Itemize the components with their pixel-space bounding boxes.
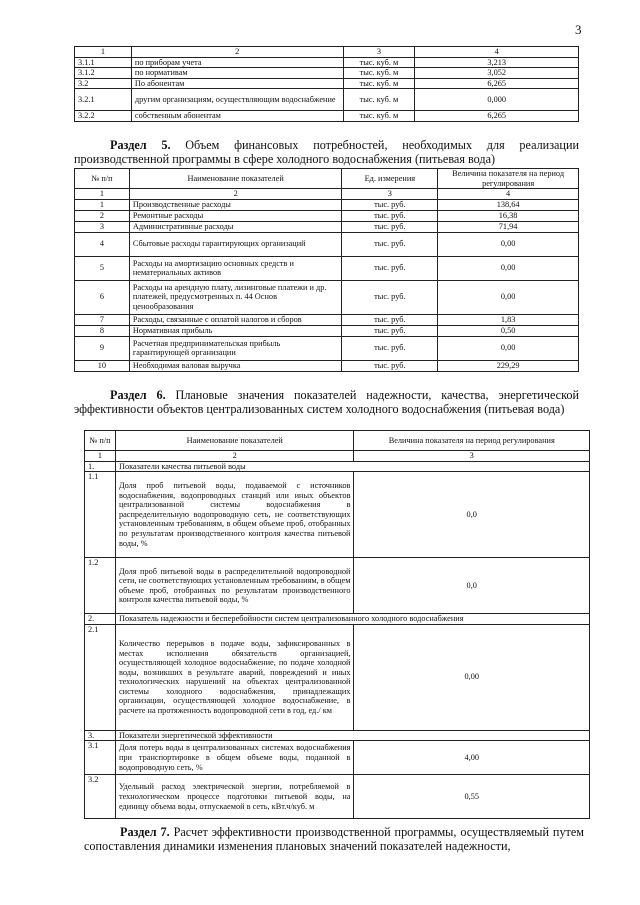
cell-value: 0,00 [438, 256, 579, 280]
section5-label: Раздел 5. [110, 138, 171, 152]
number-cell: 1 [75, 189, 130, 200]
cell-num: 2. [85, 614, 116, 625]
cell-value: 4,00 [354, 741, 590, 775]
cell-value: 0,0 [354, 472, 590, 558]
cell-unit: тыс. руб. [342, 336, 438, 360]
section5-heading [74, 138, 579, 166]
cell-name: Необходимая валовая выручка [129, 360, 342, 371]
section7-title: Расчет эффективности производственной программы, осуществляемый путем сопоставления динамики изменения плановых значений показателей надежности, [84, 825, 584, 853]
table-row [85, 558, 590, 614]
section7-label: Раздел 7. [120, 825, 170, 839]
cell-value: 229,29 [438, 360, 579, 371]
cell-unit: тыс. куб. м [343, 78, 415, 89]
cell-num: 4 [75, 232, 130, 256]
table-row [85, 624, 590, 730]
cell-name: Нормативная прибыль [129, 325, 342, 336]
cell-num: 3 [75, 221, 130, 232]
cell-group-name: Показатели энергетической эффективности [115, 730, 589, 741]
cell-name: Расходы на амортизацию основных средств и нематериальных активов [129, 256, 342, 280]
number-cell: 1 [85, 451, 116, 462]
table-header-row [75, 169, 579, 189]
cell-unit: тыс. руб. [342, 360, 438, 371]
cell-num: 5 [75, 256, 130, 280]
cell-name: по приборам учета [131, 57, 343, 68]
table-row [85, 472, 590, 558]
table-row [75, 57, 579, 68]
table-indicators [84, 430, 590, 819]
section6-label: Раздел 6. [110, 388, 166, 402]
table-row [75, 256, 579, 280]
table-volumes [74, 46, 579, 122]
table-header-row [85, 431, 590, 451]
table-row [75, 210, 579, 221]
header-cell: 1 [75, 47, 132, 58]
cell-num: 3.2.1 [75, 89, 132, 111]
cell-num: 3.2 [85, 775, 116, 819]
cell-unit: тыс. руб. [342, 199, 438, 210]
cell-unit: тыс. куб. м [343, 89, 415, 111]
cell-value: 0,00 [438, 336, 579, 360]
group-row [85, 461, 590, 472]
table-row [75, 325, 579, 336]
cell-name: Ремонтные расходы [129, 210, 342, 221]
cell-unit: тыс. руб. [342, 325, 438, 336]
cell-value: 6,265 [415, 78, 579, 89]
page-number: 3 [575, 22, 582, 37]
cell-num: 3.1.2 [75, 68, 132, 79]
header-cell: № п/п [85, 431, 116, 451]
table-financial-needs [74, 168, 579, 372]
cell-name: Производственные расходы [129, 199, 342, 210]
cell-unit: тыс. куб. м [343, 57, 415, 68]
header-cell: 2 [131, 47, 343, 58]
section5-title: Объем финансовых потребностей, необходимых для реализации производственной программы в сфере холодного водоснабжения (питьевая вода) [74, 138, 579, 166]
cell-value: 0,50 [438, 325, 579, 336]
cell-num: 3.2 [75, 78, 132, 89]
table-header-row [75, 47, 579, 58]
table-row [75, 232, 579, 256]
cell-name: собственным абонентам [131, 111, 343, 122]
table-row [75, 89, 579, 111]
number-cell: 3 [354, 451, 590, 462]
cell-name: Доля потерь воды в централизованных системах водоснабжения при транспортировке в общем объеме воды, поданной в водопроводную сеть, % [115, 741, 354, 775]
cell-unit: тыс. куб. м [343, 111, 415, 122]
cell-num: 2.1 [85, 624, 116, 730]
header-cell: Величина показателя на период регулирования [354, 431, 590, 451]
cell-unit: тыс. руб. [342, 221, 438, 232]
cell-name: Доля проб питьевой воды, подаваемой с источников водоснабжения, водопроводных станций или иных объектов централизованной системы водоснабжения в распределительную водопроводную сеть, не соответствующих установленным требованиям, в общем объеме проб, отобранных по результатам производственного контроля качества питьевой воды, % [115, 472, 354, 558]
cell-num: 10 [75, 360, 130, 371]
cell-num: 1.2 [85, 558, 116, 614]
table-row [75, 336, 579, 360]
cell-name: Административные расходы [129, 221, 342, 232]
cell-unit: тыс. руб. [342, 280, 438, 314]
cell-num: 8 [75, 325, 130, 336]
cell-value: 138,64 [438, 199, 579, 210]
table-row [85, 775, 590, 819]
section6-heading [74, 388, 579, 416]
number-cell: 3 [342, 189, 438, 200]
cell-value: 0,00 [354, 624, 590, 730]
header-cell: Наименование показателей [129, 169, 342, 189]
cell-value: 3,052 [415, 68, 579, 79]
cell-unit: тыс. руб. [342, 210, 438, 221]
table-row [75, 68, 579, 79]
cell-num: 1 [75, 199, 130, 210]
cell-value: 0,0 [354, 558, 590, 614]
header-cell: Величина показателя на период регулирования [438, 169, 579, 189]
cell-value: 3,213 [415, 57, 579, 68]
cell-group-name: Показатель надежности и бесперебойности систем централизованного холодного водоснабжения [115, 614, 589, 625]
cell-num: 2 [75, 210, 130, 221]
group-row [85, 730, 590, 741]
cell-name: Расходы на арендную плату, лизинговые платежи и др. платежей, предусмотренных п. 44 Основ ценообразования [129, 280, 342, 314]
number-cell: 2 [129, 189, 342, 200]
cell-value: 16,38 [438, 210, 579, 221]
cell-value: 1,83 [438, 314, 579, 325]
cell-name: другим организациям, осуществляющим водоснабжение [131, 89, 343, 111]
section6-title: Плановые значения показателей надежности, качества, энергетической эффективности объектов централизованных систем холодного водоснабжения (питьевая вода) [74, 388, 579, 416]
cell-name: Доля проб питьевой воды в распределительной водопроводной сети, не соответствующих установленным требованиям, в общем объеме проб, отобранных по результатам производственного контроля качества питьевой воды, % [115, 558, 354, 614]
cell-name: по нормативам [131, 68, 343, 79]
cell-value: 0,55 [354, 775, 590, 819]
cell-num: 3.2.2 [75, 111, 132, 122]
group-row [85, 614, 590, 625]
number-cell: 2 [115, 451, 354, 462]
cell-name: По абонентам [131, 78, 343, 89]
cell-value: 0,00 [438, 232, 579, 256]
table-row [85, 741, 590, 775]
section7-heading [84, 825, 584, 853]
cell-name: Расчетная предпринимательская прибыль гарантирующей организации [129, 336, 342, 360]
cell-value: 6,265 [415, 111, 579, 122]
table-number-row [85, 451, 590, 462]
header-cell: 4 [415, 47, 579, 58]
table-row [75, 111, 579, 122]
cell-num: 1. [85, 461, 116, 472]
cell-name: Расходы, связанные с оплатой налогов и сборов [129, 314, 342, 325]
cell-name: Количество перерывов в подаче воды, зафиксированных в местах исполнения обязательств организацией, осуществляющей холодное водоснабжение, по подаче холодной воды, возникших в результате аварий, повреждений и иных технологических нарушений на объектах централизованной системы холодного водоснабжения, принадлежащих организации, осуществляющей холодное водоснабжение, в расчете на протяженность водопроводной сети в год, ед./ км [115, 624, 354, 730]
table-row [75, 221, 579, 232]
cell-num: 7 [75, 314, 130, 325]
cell-num: 3. [85, 730, 116, 741]
cell-unit: тыс. куб. м [343, 68, 415, 79]
cell-value: 0,000 [415, 89, 579, 111]
cell-name: Удельный расход электрической энергии, потребляемой в технологическом процессе подготовки питьевой воды, на единицу объема воды, отпускаемой в сеть, кВт.ч/куб. м [115, 775, 354, 819]
table-row [75, 78, 579, 89]
header-cell: № п/п [75, 169, 130, 189]
cell-num: 3.1.1 [75, 57, 132, 68]
table-row [75, 280, 579, 314]
cell-num: 6 [75, 280, 130, 314]
header-cell: Наименование показателей [115, 431, 354, 451]
cell-name: Сбытовые расходы гарантирующих организаций [129, 232, 342, 256]
cell-value: 0,00 [438, 280, 579, 314]
cell-unit: тыс. руб. [342, 256, 438, 280]
number-cell: 4 [438, 189, 579, 200]
cell-num: 1.1 [85, 472, 116, 558]
cell-num: 3.1 [85, 741, 116, 775]
table-row [75, 314, 579, 325]
cell-num: 9 [75, 336, 130, 360]
cell-unit: тыс. руб. [342, 232, 438, 256]
cell-unit: тыс. руб. [342, 314, 438, 325]
cell-group-name: Показатели качества питьевой воды [115, 461, 589, 472]
header-cell: Ед. измерения [342, 169, 438, 189]
table-row [75, 199, 579, 210]
cell-value: 71,94 [438, 221, 579, 232]
table-number-row [75, 189, 579, 200]
table-row [75, 360, 579, 371]
header-cell: 3 [343, 47, 415, 58]
